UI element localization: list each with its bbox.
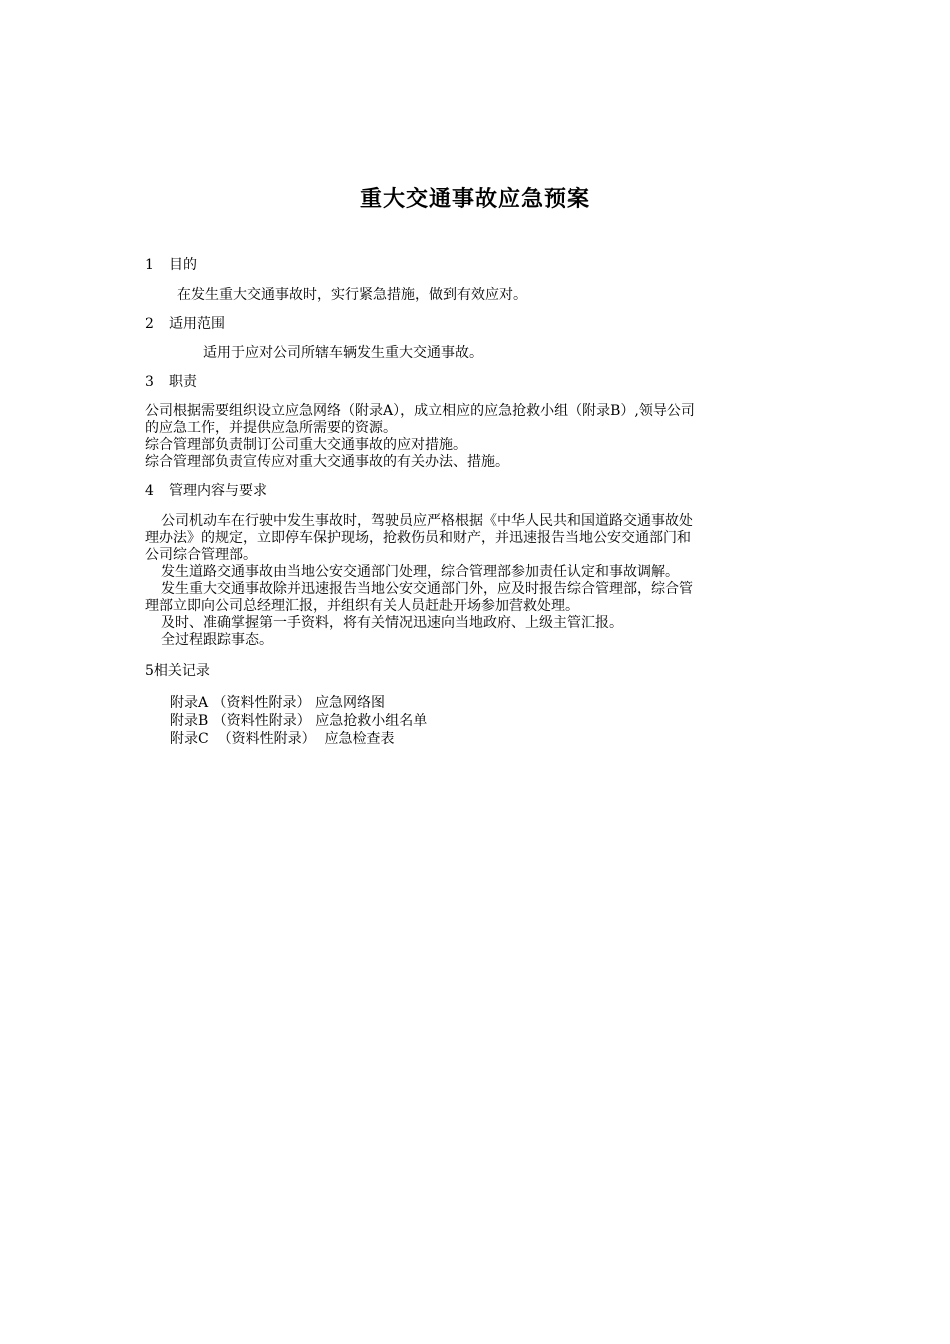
paragraph-line: 在发生重大交通事故时，实行紧急措施，做到有效应对。 <box>177 287 527 303</box>
paragraph-line: 及时、准确掌握第一手资料，将有关情况迅速向当地政府、上级主管汇报。 <box>161 615 623 631</box>
section-heading-text: 职责 <box>169 374 197 390</box>
section-heading-5 <box>145 663 210 679</box>
section-heading-text: 相关记录 <box>153 663 210 679</box>
paragraph-line: 发生重大交通事故除并迅速报告当地公安交通部门外，应及时报告综合管理部，综合管 <box>161 581 693 597</box>
section-number: 5 <box>145 663 154 679</box>
paragraph-line: 公司机动车在行驶中发生事故时，驾驶员应严格根据《中华人民共和国道路交通事故处 <box>161 513 693 529</box>
section-heading-text: 适用范围 <box>169 316 225 332</box>
paragraph-line: 理部立即向公司总经理汇报，并组织有关人员赶赴开场参加营救处理。 <box>145 598 579 614</box>
section-heading-1 <box>145 257 197 273</box>
appendix-item-c: 附录C （资料性附录） 应急检查表 <box>170 731 395 747</box>
appendix-item-a: 附录A （资料性附录） 应急网络图 <box>170 695 386 711</box>
section-heading-4 <box>145 483 267 499</box>
paragraph-line: 发生道路交通事故由当地公安交通部门处理，综合管理部参加责任认定和事故调解。 <box>161 564 679 580</box>
paragraph-line: 理办法》的规定，立即停车保护现场，抢救伤员和财产，并迅速报告当地公安交通部门和 <box>145 530 691 546</box>
section-heading-text: 管理内容与要求 <box>169 483 267 499</box>
paragraph-line: 适用于应对公司所辖车辆发生重大交通事故。 <box>203 345 483 361</box>
paragraph-line: 全过程跟踪事态。 <box>161 632 273 648</box>
section-number: 1 <box>145 257 154 273</box>
paragraph-line: 综合管理部负责制订公司重大交通事故的应对措施。 <box>145 437 467 453</box>
section-heading-2 <box>145 316 225 332</box>
appendix-item-b: 附录B （资料性附录） 应急抢救小组名单 <box>170 713 428 729</box>
section-number: 2 <box>145 316 154 332</box>
paragraph-line: 的应急工作，并提供应急所需要的资源。 <box>145 420 397 436</box>
paragraph-line: 公司根据需要组织设立应急网络（附录A），成立相应的应急抢救小组（附录B）,领导公司 <box>145 403 695 419</box>
document-title: 重大交通事故应急预案 <box>359 187 590 212</box>
section-number: 3 <box>145 374 154 390</box>
section-heading-3 <box>145 374 197 390</box>
paragraph-line: 综合管理部负责宣传应对重大交通事故的有关办法、措施。 <box>145 454 509 470</box>
paragraph-line: 公司综合管理部。 <box>145 547 257 563</box>
section-heading-text: 目的 <box>169 257 197 273</box>
section-number: 4 <box>145 483 154 499</box>
